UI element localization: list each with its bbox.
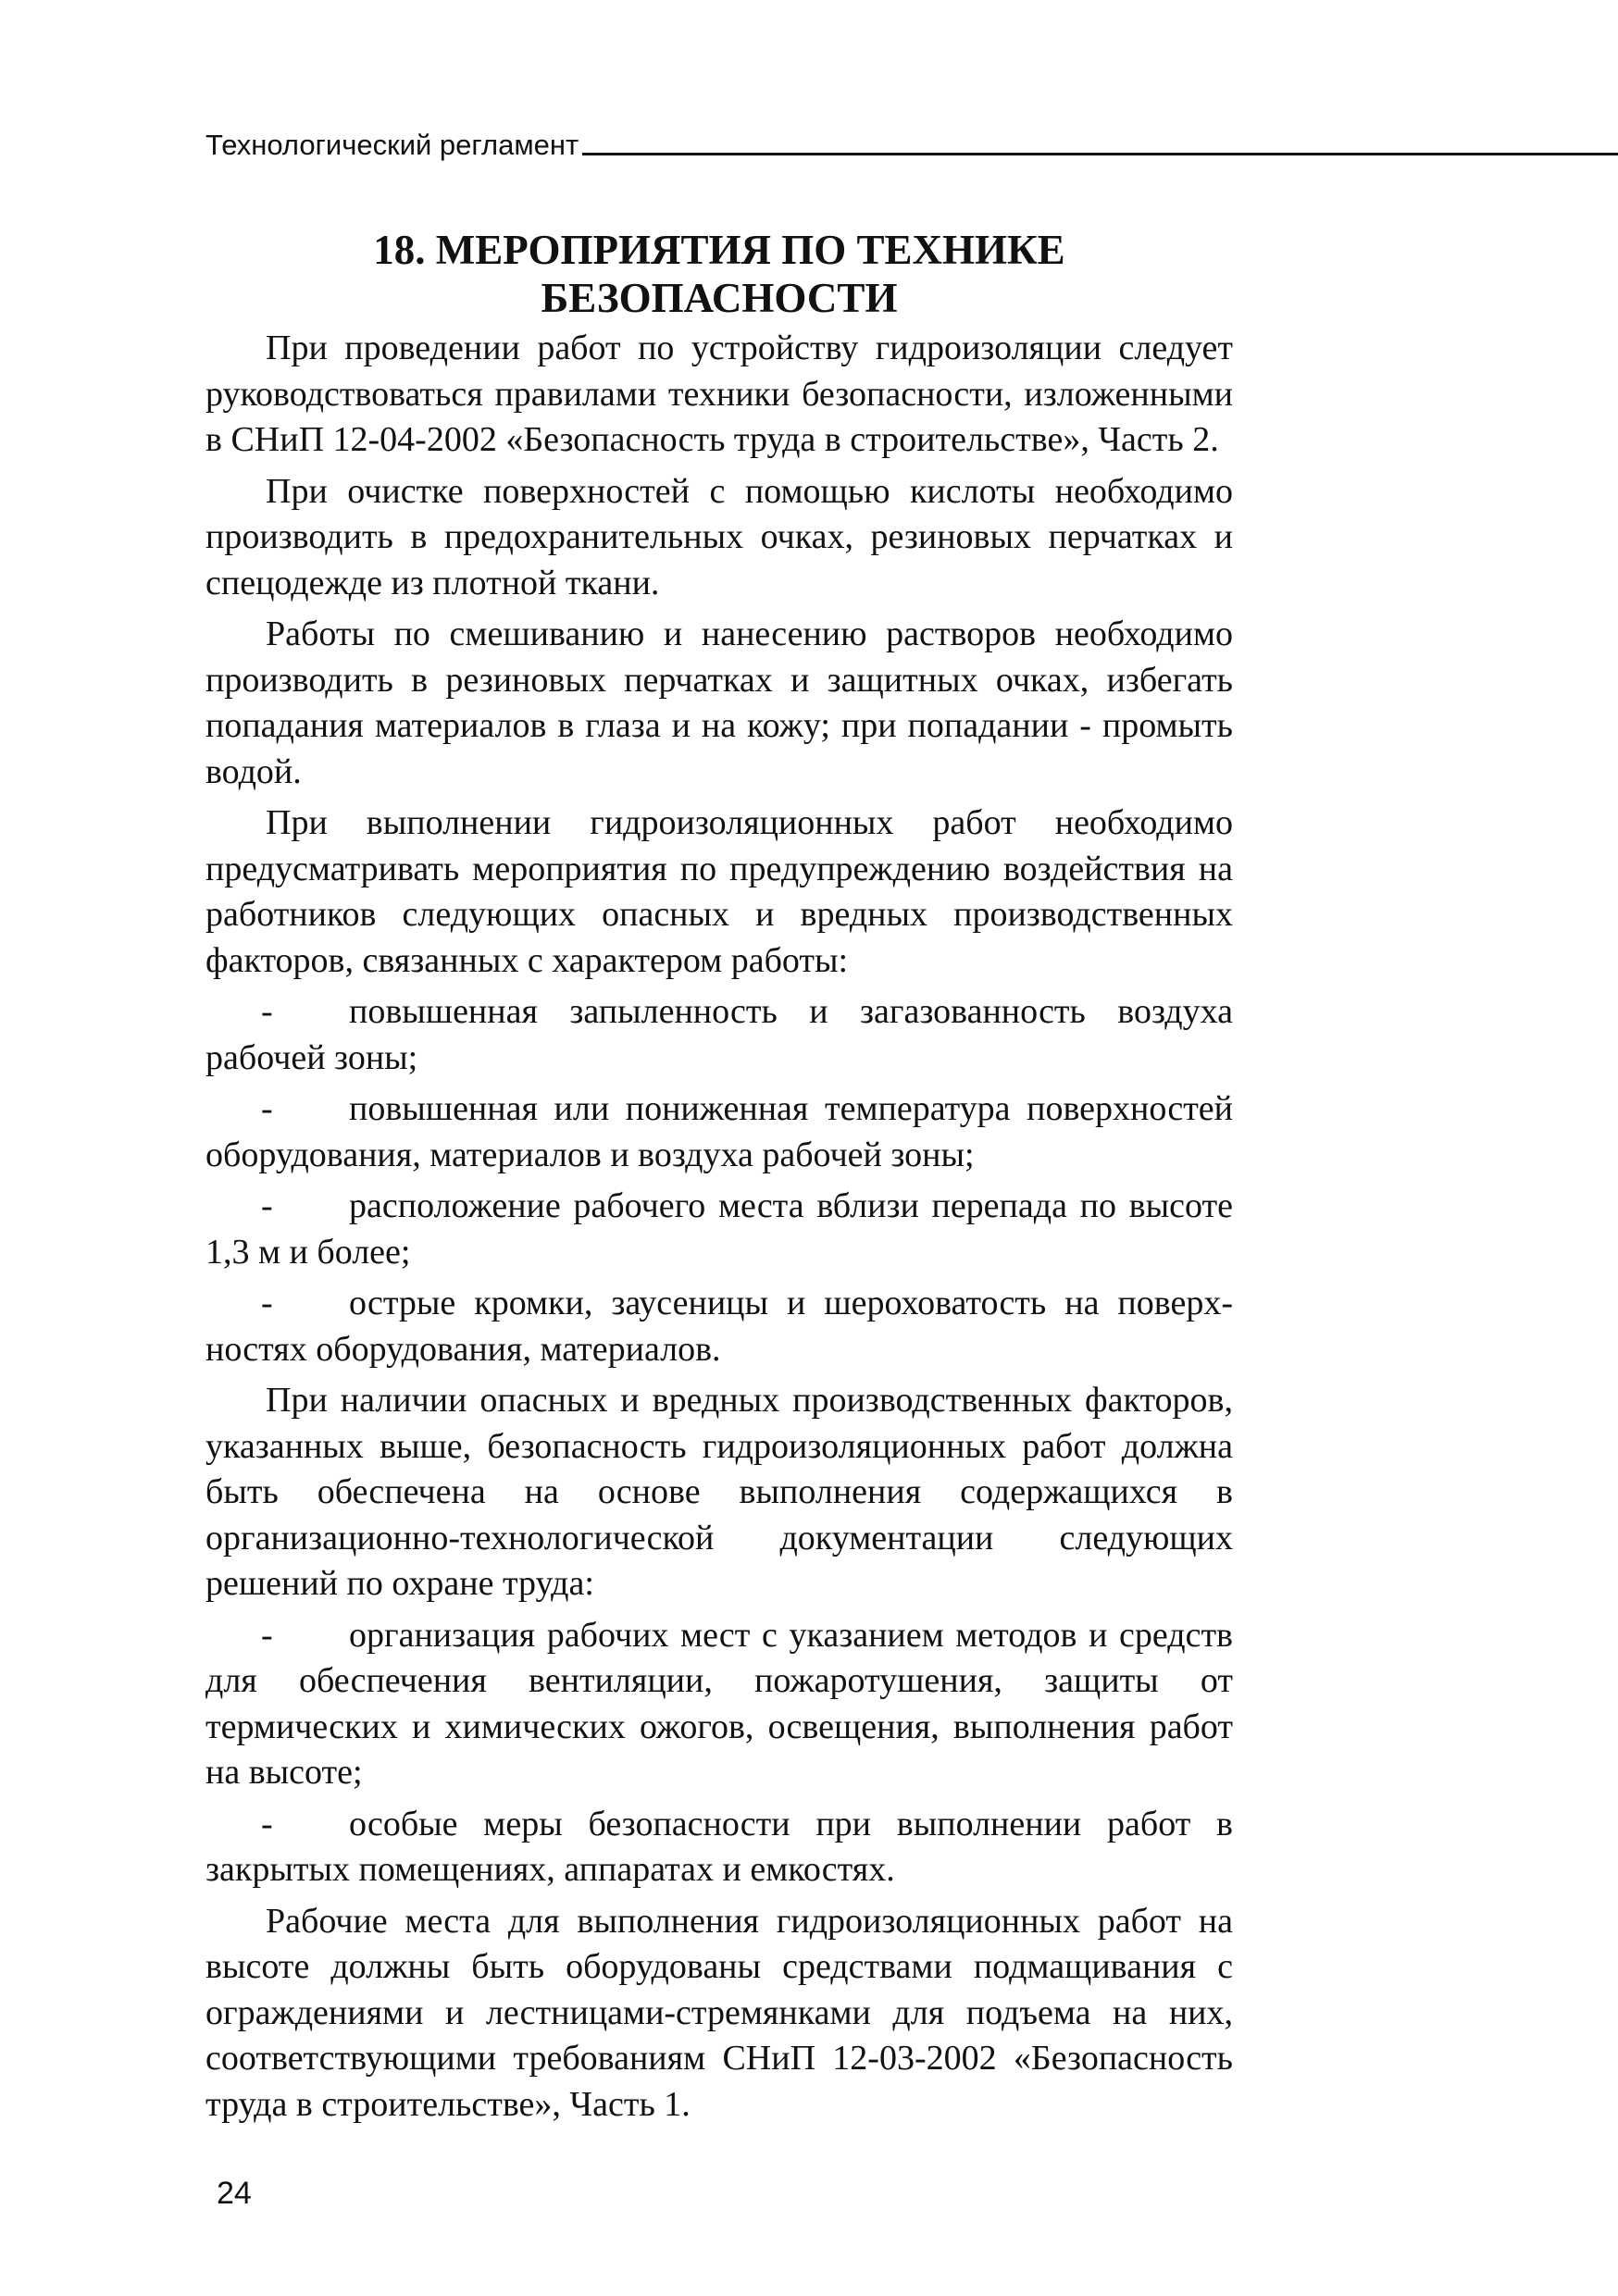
dash-marker: - <box>261 1284 273 1322</box>
list-item <box>205 989 1233 1081</box>
list-item <box>205 1613 1233 1796</box>
dash-marker: - <box>261 992 273 1031</box>
dash-marker: - <box>261 1186 273 1225</box>
list-item-text: повышенная запыленность и загазованность воздуха рабочей зоны; <box>205 992 1233 1077</box>
section-title-line-2: БЕЗОПАСНОСТИ <box>541 275 898 321</box>
paragraph: Работы по смешиванию и нанесению растворов необходимо производить в резиновых перчатках и защитных очках, избегать попадания материалов в глаза и на кожу; при попадании - промыть водой. <box>205 614 1233 791</box>
section-title-line-1: 18. МЕРОПРИЯТИЯ ПО ТЕХНИКЕ <box>373 227 1065 273</box>
paragraph: При проведении работ по устройству гидроизоляции следует руководствоваться правилами техники безопасности, изложенными в СНиП 12-04-2002 «Безопасность труда в строительстве», Часть 2. <box>205 329 1233 459</box>
dash-marker: - <box>261 1089 273 1128</box>
paragraph: При очистке поверхностей с помощью кислоты необходимо производить в предохранительных очках, резиновых перчатках и спецодежде из плотной ткани. <box>205 471 1233 602</box>
list-item <box>205 1086 1233 1178</box>
list-item <box>205 1184 1233 1275</box>
dash-marker: - <box>261 1615 273 1655</box>
list-item-text: повышенная или пониженная температура поверхностей оборудования, материалов и воздуха рабочей зоны; <box>205 1089 1233 1174</box>
running-header <box>205 130 1618 161</box>
body-text <box>205 326 1233 2133</box>
section-title <box>205 226 1233 322</box>
list-item <box>205 1802 1233 1893</box>
list-item-text: расположение рабочего места вблизи перепада по высоте 1,3 м и более; <box>205 1186 1233 1272</box>
list-item-text: особые меры безопасности при выполнении работ в закрытых помещениях, аппаратах и емкостях. <box>205 1804 1233 1889</box>
list-item-text: организация рабочих мест с указанием методов и средств для обеспечения вентиляции, пожаротушения, защиты от термических и химических ожогов, освещения, выполнения работ на высоте; <box>205 1615 1233 1792</box>
list-item-text: острые кромки, заусеницы и шероховатость на поверхностях оборудования, материалов. <box>205 1284 1233 1369</box>
paragraph: При выполнении гидроизоляционных работ необходимо предусматривать мероприятия по предупреждению воздействия на работников следующих опасных и вредных производственных факторов, связанных с характером работы: <box>205 803 1233 980</box>
running-header-title: Технологический регламент <box>205 129 579 161</box>
header-rule <box>582 153 1618 155</box>
paragraph: При наличии опасных и вредных производственных факторов, указанных выше, безопасность гидроизоляционных работ должна быть обеспечена на основе выполнения содержащихся в организационно-технологической документации следующих решений по охране труда: <box>205 1381 1233 1603</box>
page-number: 24 <box>217 2176 252 2211</box>
paragraph: Рабочие места для выполнения гидроизоляционных работ на высоте должны быть оборудованы средствами подмащивания с ограждениями и лестницами-стремянками для подъема на них, соответствующими требованиям СНиП 12-03-2002 «Безопасность труда в строительстве», Часть 1. <box>205 1901 1233 2124</box>
dash-marker: - <box>261 1804 273 1843</box>
list-item <box>205 1281 1233 1372</box>
